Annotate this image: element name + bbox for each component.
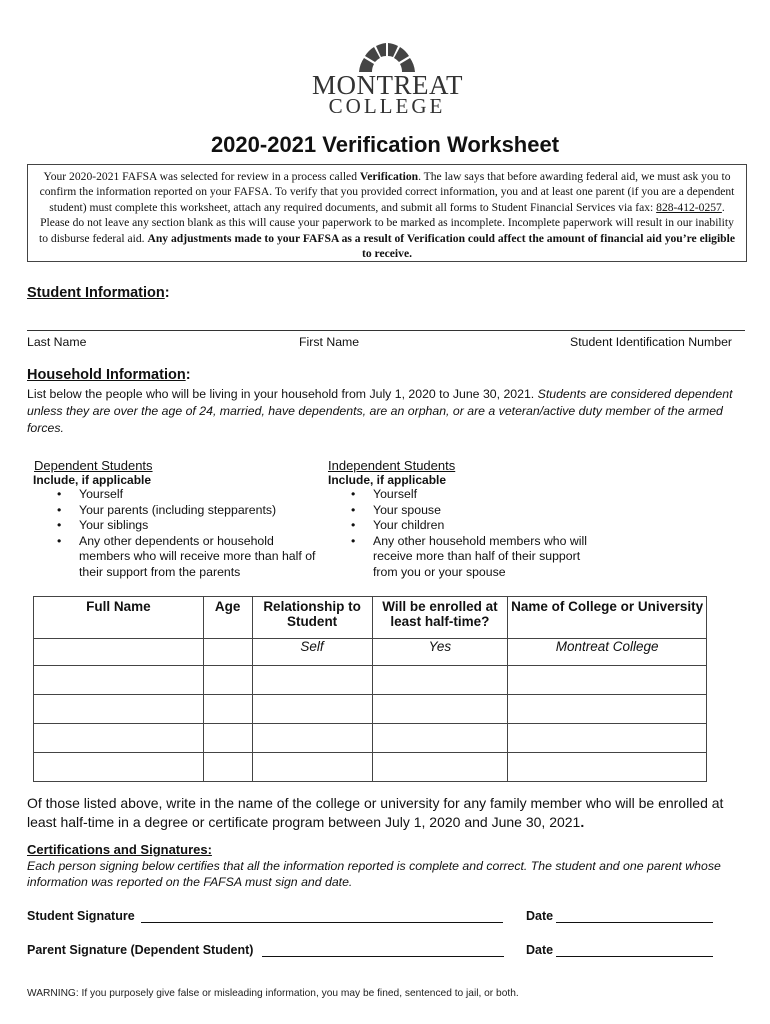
list-item [57,518,319,534]
certifications-text: Each person signing below certifies that all the information reported is complete and correct. The student and one parent whose information was reported on the FAFSA must sign and date. [27,859,721,889]
cell-enrolled: Yes [372,639,508,666]
list-item [57,487,319,503]
intro-verification-bold: Verification [359,170,419,183]
college-logo [312,34,463,118]
cell-age[interactable] [203,639,252,666]
list-item [351,487,603,503]
table-cell[interactable] [34,724,204,753]
table-cell[interactable] [34,753,204,782]
table-cell[interactable] [508,753,707,782]
list-item [57,502,319,519]
student-id-label: Student Identification Number [570,335,733,349]
list-item [351,533,603,581]
certifications-heading: Certifications and Signatures: [27,842,212,857]
household-text-italic: Students are considered dependent unless they are over the age of 24, married, have dependents, are an orphan, or are a veteran/active duty member of the armed forces. [27,387,733,435]
header-enrolled: Will be enrolled at least half-time? [372,597,508,639]
dependent-list [57,487,319,581]
table-cell[interactable] [203,724,252,753]
student-signature-line[interactable] [141,908,503,923]
household-heading [27,366,191,384]
logo-arch-icon [312,34,462,74]
student-signature-row [27,909,135,923]
fax-number-link[interactable]: 828-412-0257 [656,200,722,214]
table-row [34,666,707,695]
student-info-line[interactable] [27,330,745,331]
household-colon: : [185,367,191,383]
table-row [34,639,707,666]
parent-date-line[interactable] [556,942,713,957]
parent-date-label: Date [526,943,554,957]
bullet-icon: • [57,487,62,501]
dependent-students-heading: Dependent Students [34,458,153,473]
table-cell[interactable] [34,695,204,724]
table-header-row [34,597,707,639]
table-cell[interactable] [203,695,252,724]
first-name-label: First Name [299,335,360,349]
list-item [351,502,603,519]
student-info-colon: : [164,285,170,301]
table-cell[interactable] [508,724,707,753]
independent-list [351,487,603,581]
independent-students-heading: Independent Students [328,458,456,473]
header-full-name: Full Name [34,597,204,639]
list-item-text: Yourself [373,487,417,501]
enrollment-note [27,794,747,832]
parent-signature-line[interactable] [262,942,504,957]
student-info-heading-text: Student Information [27,285,165,301]
student-date-label: Date [526,909,554,923]
intro-text-1: Your 2020-2021 FAFSA was selected for review in a process called [43,170,360,183]
table-cell[interactable] [252,724,372,753]
bullet-icon: • [351,502,356,517]
intro-text-3: . Please do not leave any section blank as this will cause your paperwork to be marked as incomplete. Incomplete paperwork will result in our inability to disburse federal aid. [38,200,734,245]
table-row [34,695,707,724]
student-signature-label: Student Signature [27,909,135,923]
table-cell[interactable] [252,753,372,782]
household-heading-text: Household Information [27,367,186,383]
household-text: List below the people who will be living in your household from July 1, 2020 to June 30, 2021. [27,387,538,401]
independent-include-label: Include, if applicable [328,473,447,487]
list-item-text: Your parents (including stepparents) [79,502,277,517]
parent-signature-label: Parent Signature (Dependent Student) [27,943,254,957]
independent-students-column [328,458,618,581]
table-cell[interactable] [252,666,372,695]
table-row [34,753,707,782]
intro-warning-bold: Any adjustments made to your FAFSA as a result of Verification could affect the amount of financial aid you’re eligible to receive. [147,231,735,261]
cell-relationship: Self [252,639,372,666]
cell-full-name[interactable] [34,639,204,666]
student-date-line[interactable] [556,908,713,923]
list-item-text: Your siblings [79,518,149,533]
table-cell[interactable] [372,695,508,724]
logo-wordmark-top: MONTREAT [312,70,463,100]
list-item-text: Your spouse [373,502,441,517]
intro-text-2: . The law says that before awarding federal aid, we must ask you to confirm the information reported on your FAFSA. To verify that you provided correct information, you and at least one parent (if you are a dependent student) must complete this worksheet, attach any required documents, and submit all forms to Student Financial Services via fax: [39,170,735,214]
bullet-icon: • [57,502,62,517]
header-age: Age [203,597,252,639]
enrollment-note-text: Of those listed above, write in the name of the college or university for any family member who will be enrolled at least half-time in a degree or certificate program between July 1, 2020 and June 30, 2021 [27,795,724,830]
table-cell[interactable] [372,666,508,695]
table-cell[interactable] [34,666,204,695]
list-item-text: Your children [373,518,445,533]
page-title: 2020-2021 Verification Worksheet [210,132,560,157]
intro-notice-box [27,164,747,262]
dependent-students-column [34,458,314,581]
logo-wordmark-bottom: COLLEGE [328,94,446,118]
dependent-include-label: Include, if applicable [33,473,152,487]
list-item-text: Yourself [79,487,123,501]
list-item [57,533,319,581]
student-info-heading [27,284,170,302]
list-item [351,518,603,534]
table-cell[interactable] [508,695,707,724]
last-name-label: Last Name [27,335,87,349]
table-row [34,724,707,753]
bullet-icon: • [57,518,62,533]
bullet-icon: • [57,533,62,548]
bullet-icon: • [351,533,356,548]
enrollment-note-period: . [580,814,585,830]
table-cell[interactable] [252,695,372,724]
list-item-text: Any other household members who will receive more than half of their support from you or your spouse [373,533,587,579]
list-item-text: Any other dependents or household members who will receive more than half of their support from the parents [79,533,316,579]
household-members-table [33,596,707,782]
header-college: Name of College or University [508,597,707,639]
table-cell[interactable] [372,724,508,753]
table-cell[interactable] [203,753,252,782]
cell-college: Montreat College [508,639,707,666]
table-cell[interactable] [203,666,252,695]
warning-footer: WARNING: If you purposely give false or misleading information, you may be fined, sentenced to jail, or both. [27,988,519,999]
header-relationship: Relationship to Student [252,597,372,639]
household-instructions [27,386,745,437]
bullet-icon: • [351,518,356,533]
bullet-icon: • [351,487,356,501]
table-cell[interactable] [508,666,707,695]
table-cell[interactable] [372,753,508,782]
